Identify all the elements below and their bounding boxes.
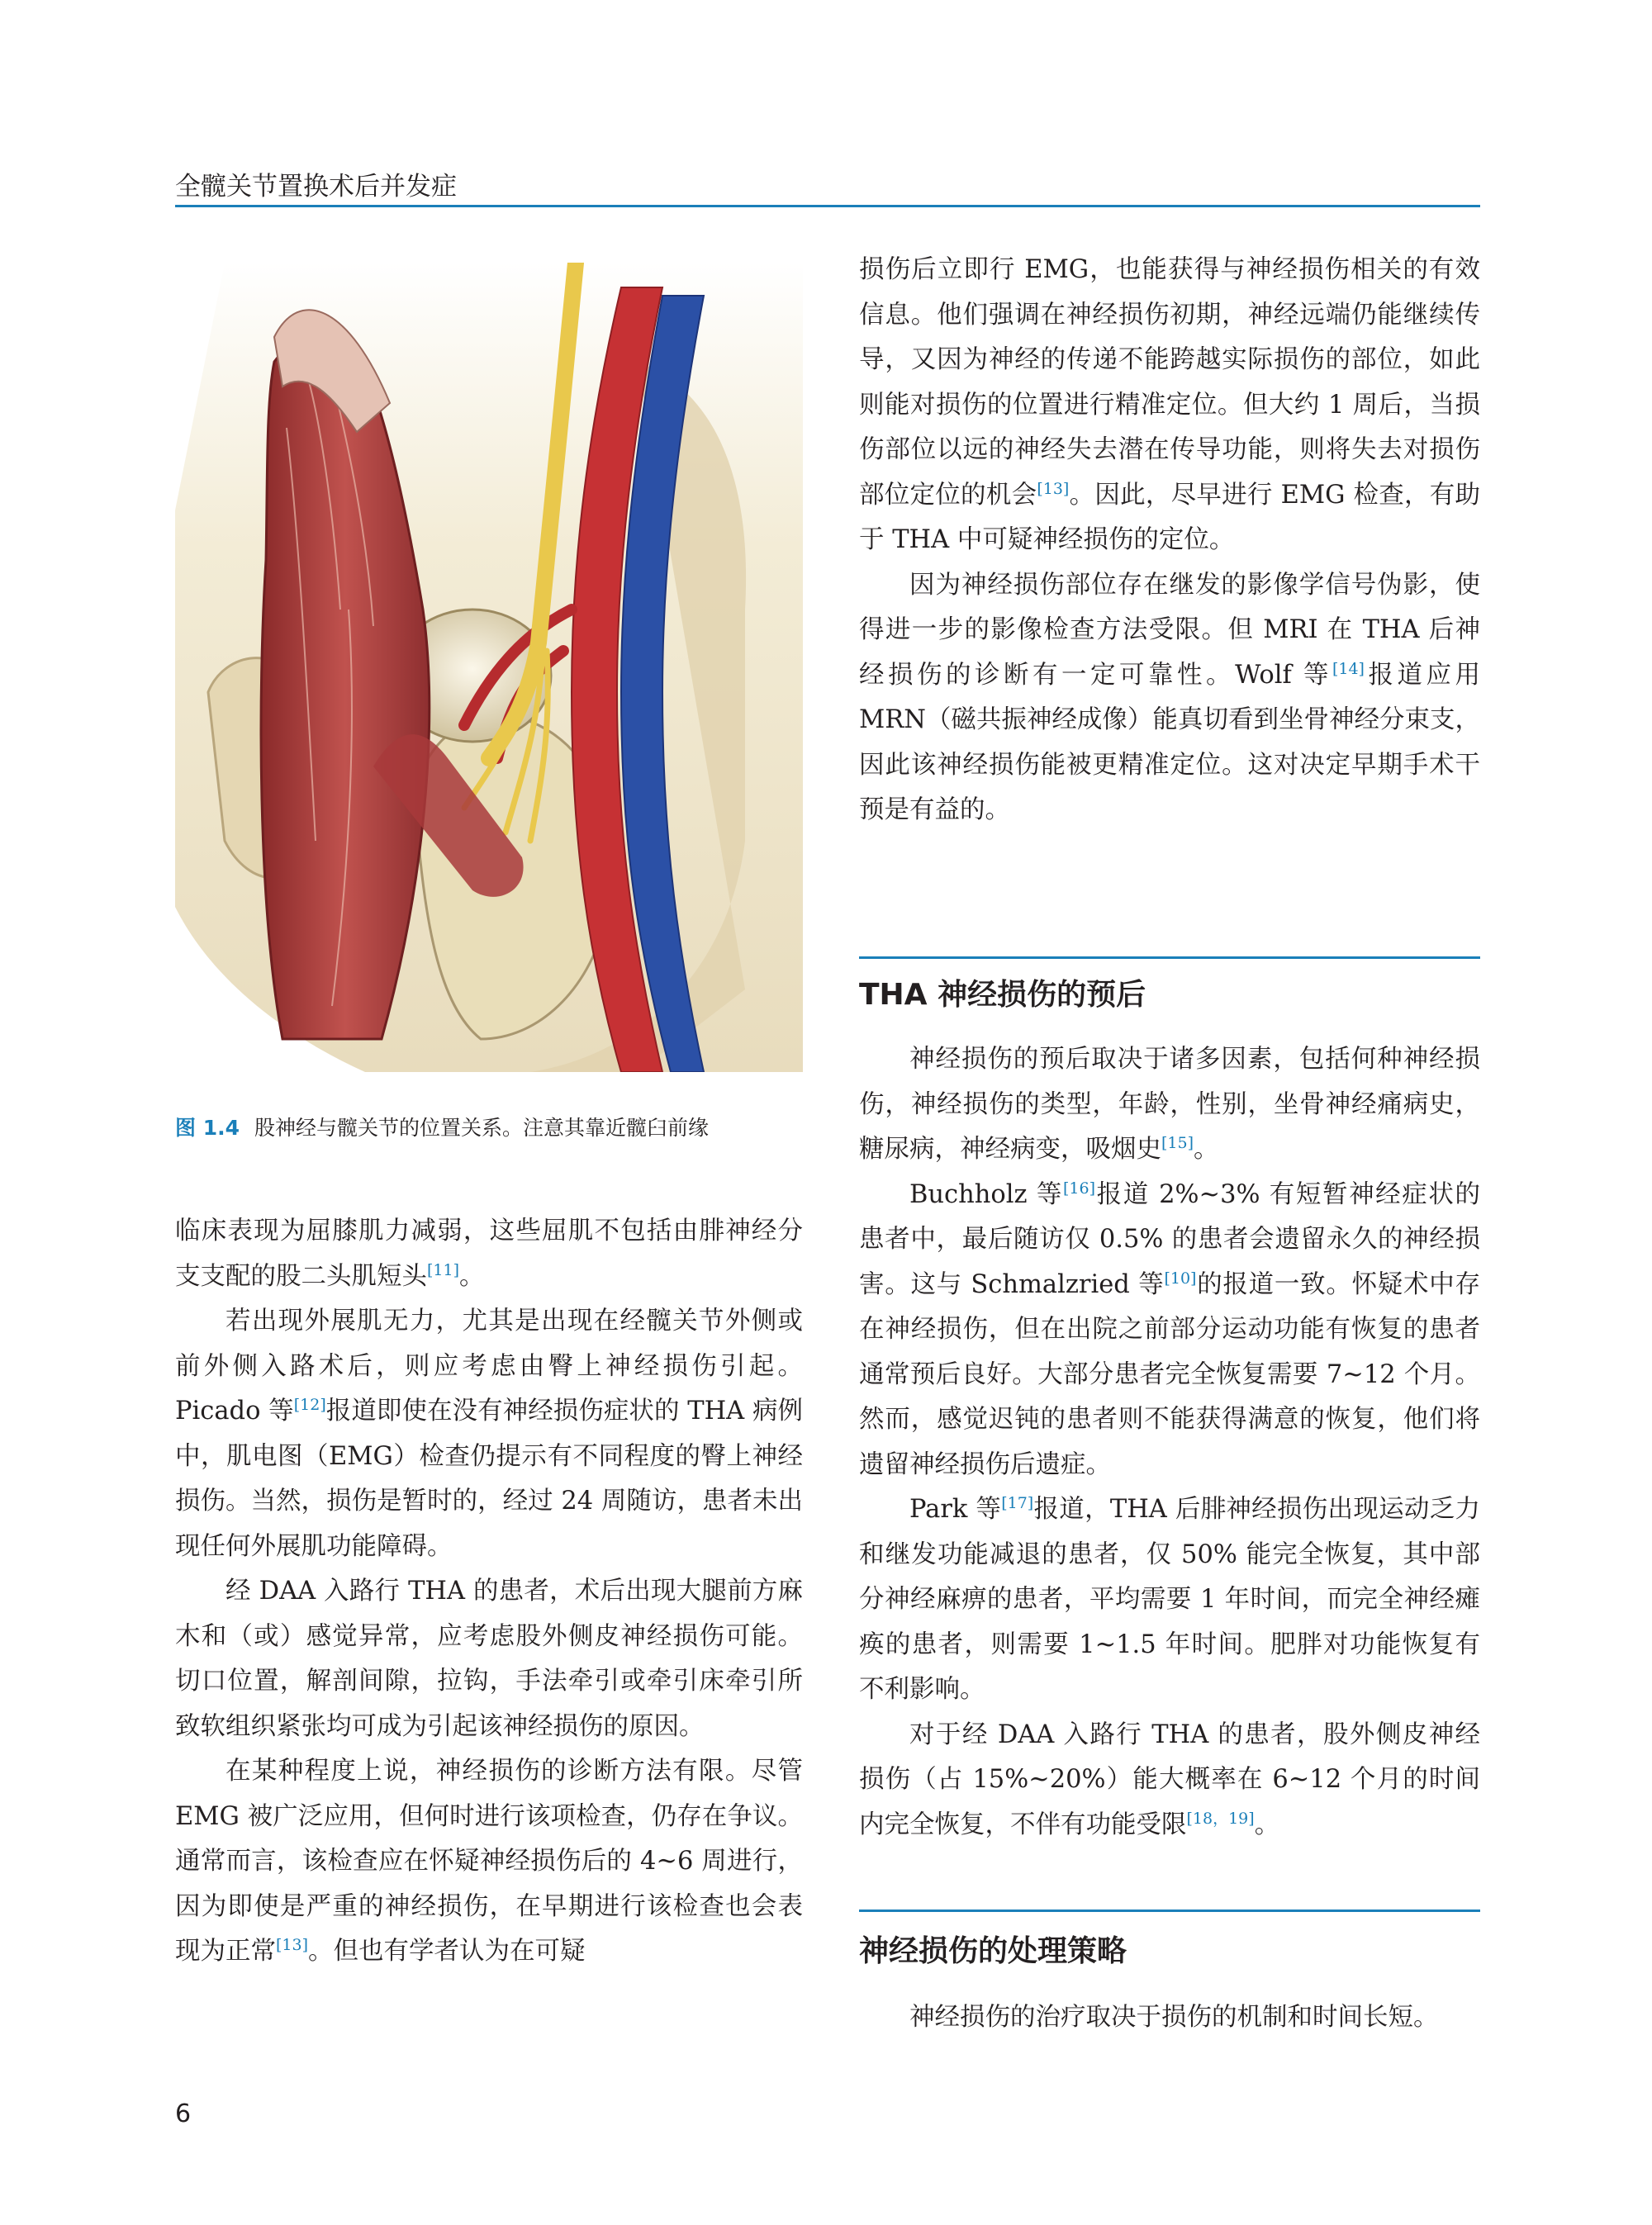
section-heading: THA 神经损伤的预后: [859, 978, 1146, 1012]
paragraph: 神经损伤的治疗取决于损伤的机制和时间长短。: [909, 2003, 1439, 2032]
section-rule: [859, 1910, 1480, 1912]
citation: [14]: [1332, 659, 1365, 678]
paragraph: 因为神经损伤部位存在继发的影像学信号伪影，使得进一步的影像检查方法受限。但 MRI 在 THA 后神经损伤的诊断有一定可靠性。Wolf 等[14]报道应用 MRN（磁共振神经成像）能真切看到坐骨神经分束支，因此该神经损伤能被更精准定位。这对决定早期手术干预是有益的。: [859, 570, 1480, 824]
citation: [18，19]: [1186, 1809, 1255, 1828]
running-header-title: 全髋关节置换术后并发症: [175, 172, 457, 202]
citation: [13]: [276, 1935, 309, 1954]
paragraph: Buchholz 等[16]报道 2%~3% 有短暂神经症状的患者中，最后随访仅 0.5% 的患者会遗留永久的神经损害。这与 Schmalzried 等[10]的报道一致。怀疑术中存在神经损伤，但在出院之前部分运动功能有恢复的患者通常预后良好。大部分患者完全恢复需要 7~12 个月。然而，感觉迟钝的患者则不能获得满意的恢复，他们将遗留神经损伤后遗症。: [859, 1179, 1480, 1479]
citation: [10]: [1164, 1269, 1197, 1288]
right-column-top: [859, 248, 1480, 833]
anatomy-illustration: [175, 263, 803, 1072]
citation: [11]: [427, 1260, 460, 1279]
section-rule: [859, 956, 1480, 959]
paragraph: 对于经 DAA 入路行 THA 的患者，股外侧皮神经损伤（占 15%~20%）能大概率在 6~12 个月的时间内完全恢复，不伴有功能受限[18，19]。: [859, 1720, 1480, 1839]
figure-caption: [175, 1112, 819, 1141]
paragraph: 损伤后立即行 EMG，也能获得与神经损伤相关的有效信息。他们强调在神经损伤初期，神经远端仍能继续传导，又因为神经的传递不能跨越实际损伤的部位，如此则能对损伤的位置进行精准定位。但大约 1 周后，当损伤部位以远的神经失去潜在传导功能，则将失去对损伤部位定位的机会[13]。因此，尽早进行 EMG 检查，有助于 THA 中可疑神经损伤的定位。: [859, 255, 1481, 554]
paragraph: 若出现外展肌无力，尤其是出现在经髋关节外侧或前外侧入路术后，则应考虑由臀上神经损伤引起。Picado 等[12]报道即使在没有神经损伤症状的 THA 病例中，肌电图（EMG）检查仍提示有不同程度的臀上神经损伤。当然，损伤是暂时的，经过 24 周随访，患者未出现任何外展肌功能障碍。: [175, 1307, 804, 1561]
right-column-prognosis: [859, 1037, 1480, 1848]
page-number: 6: [175, 2099, 192, 2128]
citation: [13]: [1037, 479, 1070, 498]
header-rule: [175, 205, 1480, 207]
citation: [17]: [1001, 1493, 1034, 1512]
paragraph: Park 等[17]报道，THA 后腓神经损伤出现运动乏力和继发功能减退的患者，仅 50% 能完全恢复，其中部分神经麻痹的患者，平均需要 1 年时间，而完全神经瘫痪的患者，则需要 1~1.5 年时间。肥胖对功能恢复有不利影响。: [859, 1493, 1481, 1704]
paragraph: 临床表现为屈膝肌力减弱，这些屈肌不包括由腓神经分支支配的股二头肌短头[11]。: [175, 1217, 803, 1291]
paragraph: 在某种程度上说，神经损伤的诊断方法有限。尽管 EMG 被广泛应用，但何时进行该项检查，仍存在争议。通常而言，该检查应在怀疑神经损伤后的 4~6 周进行，因为即使是严重的神经损伤，在早期进行该检查也会表现为正常[13]。但也有学者认为在可疑: [175, 1757, 803, 1966]
citation: [15]: [1161, 1133, 1194, 1152]
right-column-strategy: [859, 1995, 1480, 2041]
paragraph: 经 DAA 入路行 THA 的患者，术后出现大腿前方麻木和（或）感觉异常，应考虑股外侧皮神经损伤可能。切口位置，解剖间隙，拉钩，手法牵引或牵引床牵引所致软组织紧张均可成为引起该神经损伤的原因。: [175, 1577, 803, 1741]
left-column: [175, 1209, 803, 1975]
section-heading: 神经损伤的处理策略: [859, 1934, 1127, 1968]
citation: [16]: [1063, 1179, 1096, 1198]
figure-label: 图 1.4: [175, 1116, 240, 1140]
paragraph: 神经损伤的预后取决于诸多因素，包括何种神经损伤，神经损伤的类型，年龄，性别，坐骨神经痛病史，糖尿病，神经病变，吸烟史[15]。: [859, 1045, 1480, 1164]
figure-caption-text: 股神经与髋关节的位置关系。注意其靠近髋臼前缘: [254, 1116, 710, 1140]
citation: [12]: [293, 1395, 326, 1414]
